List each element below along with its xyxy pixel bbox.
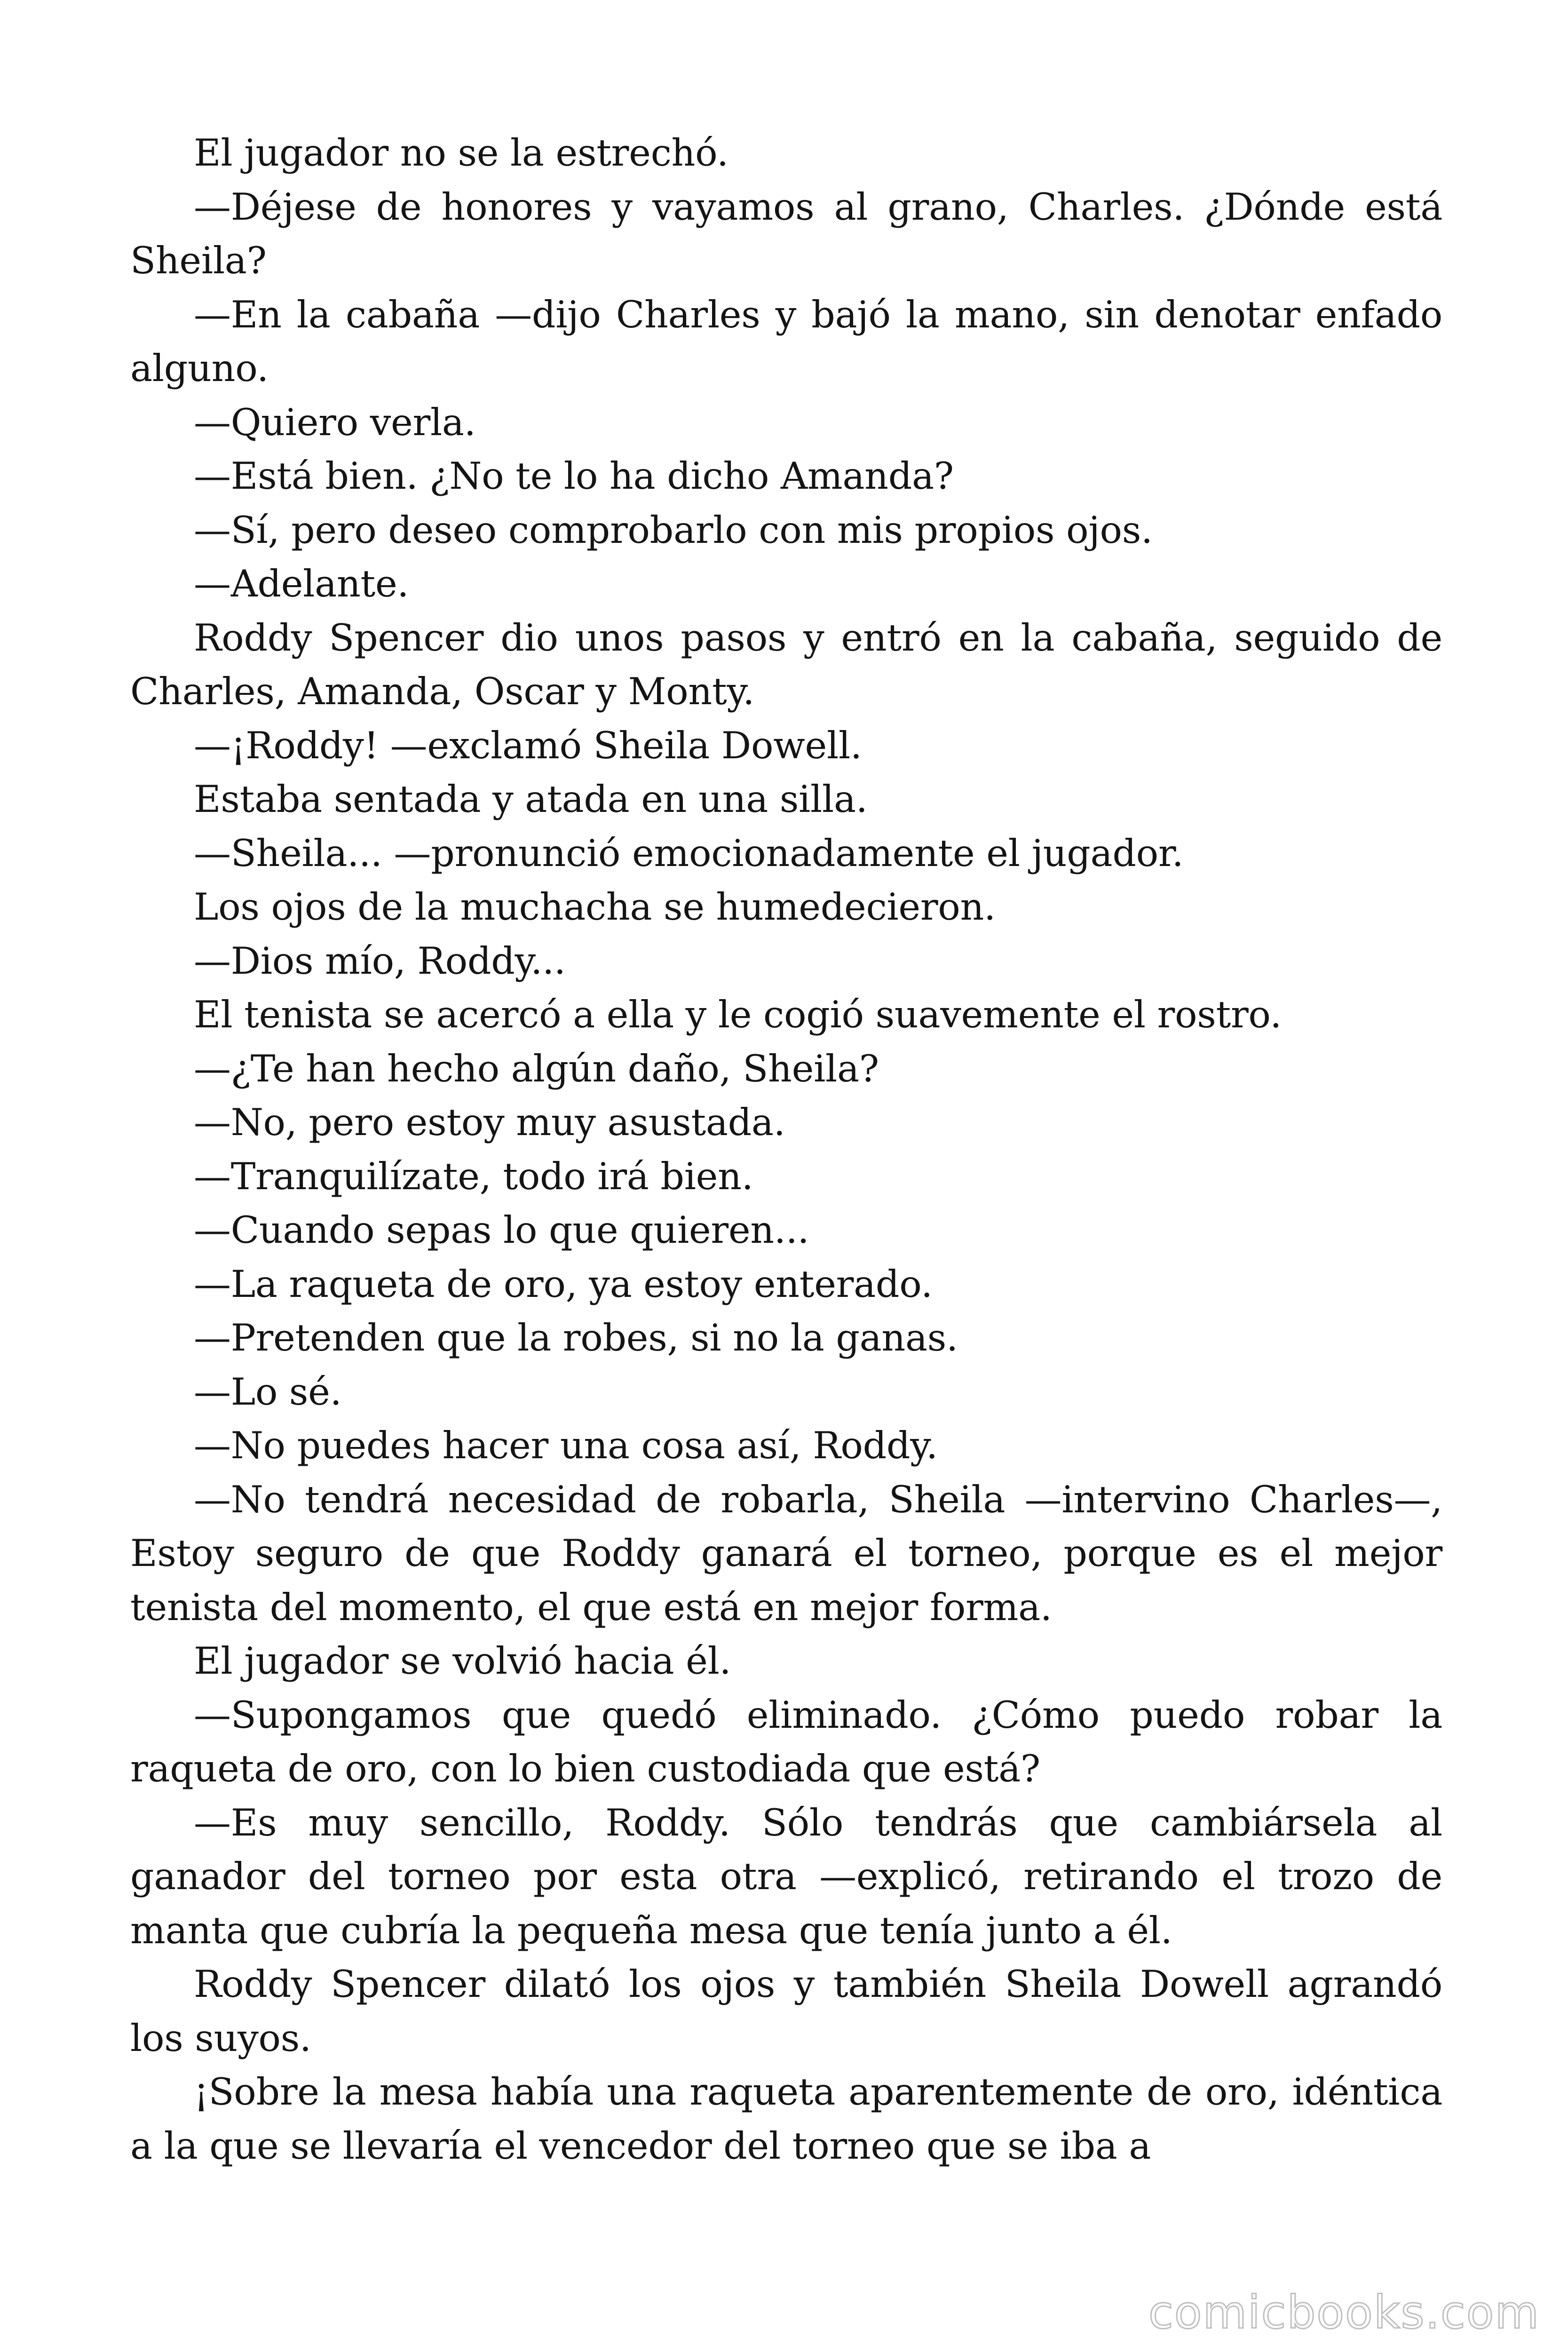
paragraph: Estaba sentada y atada en una silla. (194, 778, 868, 821)
paragraph: —Cuando sepas lo que quieren... (194, 1208, 809, 1252)
paragraph: —¿Te han hecho algún daño, Sheila? (194, 1047, 879, 1090)
watermark: comicbooks.com (1148, 2286, 1540, 2339)
paragraph: —Es muy sencillo, Roddy. Sólo tendrás que cambiársela al ganador del torneo por esta otra —explicó, retirando el trozo de manta que cubría la pequeña mesa que tenía junto a él. (130, 1801, 1442, 1952)
paragraph: —La raqueta de oro, ya estoy enterado. (194, 1262, 933, 1306)
paragraph: —No, pero estoy muy asustada. (194, 1101, 785, 1144)
paragraph: Roddy Spencer dilató los ojos y también Sheila Dowell agrandó los suyos. (130, 1963, 1442, 2060)
paragraph: —Está bien. ¿No te lo ha dicho Amanda? (194, 454, 954, 498)
paragraph: —¡Roddy! —exclamó Sheila Dowell. (194, 723, 862, 767)
paragraph: —Sí, pero deseo comprobarlo con mis propios ojos. (194, 508, 1153, 552)
paragraph: —En la cabaña —dijo Charles y bajó la mano, sin denotar enfado alguno. (130, 293, 1442, 390)
paragraph: Roddy Spencer dio unos pasos y entró en la cabaña, seguido de Charles, Amanda, Oscar y Monty. (130, 616, 1442, 713)
paragraph: —Lo sé. (194, 1370, 342, 1414)
paragraph: ¡Sobre la mesa había una raqueta aparentemente de oro, idéntica a la que se llevaría el vencedor del torneo que se iba a (130, 2070, 1442, 2168)
paragraph: El jugador no se la estrechó. (194, 131, 729, 175)
paragraph: —Quiero verla. (194, 400, 476, 444)
paragraph: El tenista se acercó a ella y le cogió suavemente el rostro. (194, 993, 1282, 1036)
paragraph: —Supongamos que quedó eliminado. ¿Cómo puedo robar la raqueta de oro, con lo bien custodiada que está? (130, 1693, 1442, 1790)
paragraph: —Sheila... —pronunció emocionadamente el jugador. (194, 831, 1184, 875)
paragraph: El jugador se volvió hacia él. (194, 1639, 731, 1683)
body-text (130, 126, 1442, 2173)
paragraph: —Pretenden que la robes, si no la ganas. (194, 1316, 958, 1359)
paragraph: —Déjese de honores y vayamos al grano, Charles. ¿Dónde está Sheila? (130, 185, 1442, 282)
paragraph: —No tendrá necesidad de robarla, Sheila —intervino Charles—, Estoy seguro de que Roddy ganará el torneo, porque es el mejor tenista del momento, el que está en mejor forma. (130, 1478, 1442, 1629)
paragraph: —Tranquilízate, todo irá bien. (194, 1154, 753, 1198)
paragraph: —Adelante. (194, 562, 409, 605)
paragraph: Los ojos de la muchacha se humedecieron. (194, 885, 996, 929)
paragraph: —Dios mío, Roddy... (194, 939, 566, 983)
paragraph: —No puedes hacer una cosa así, Roddy. (194, 1424, 938, 1467)
